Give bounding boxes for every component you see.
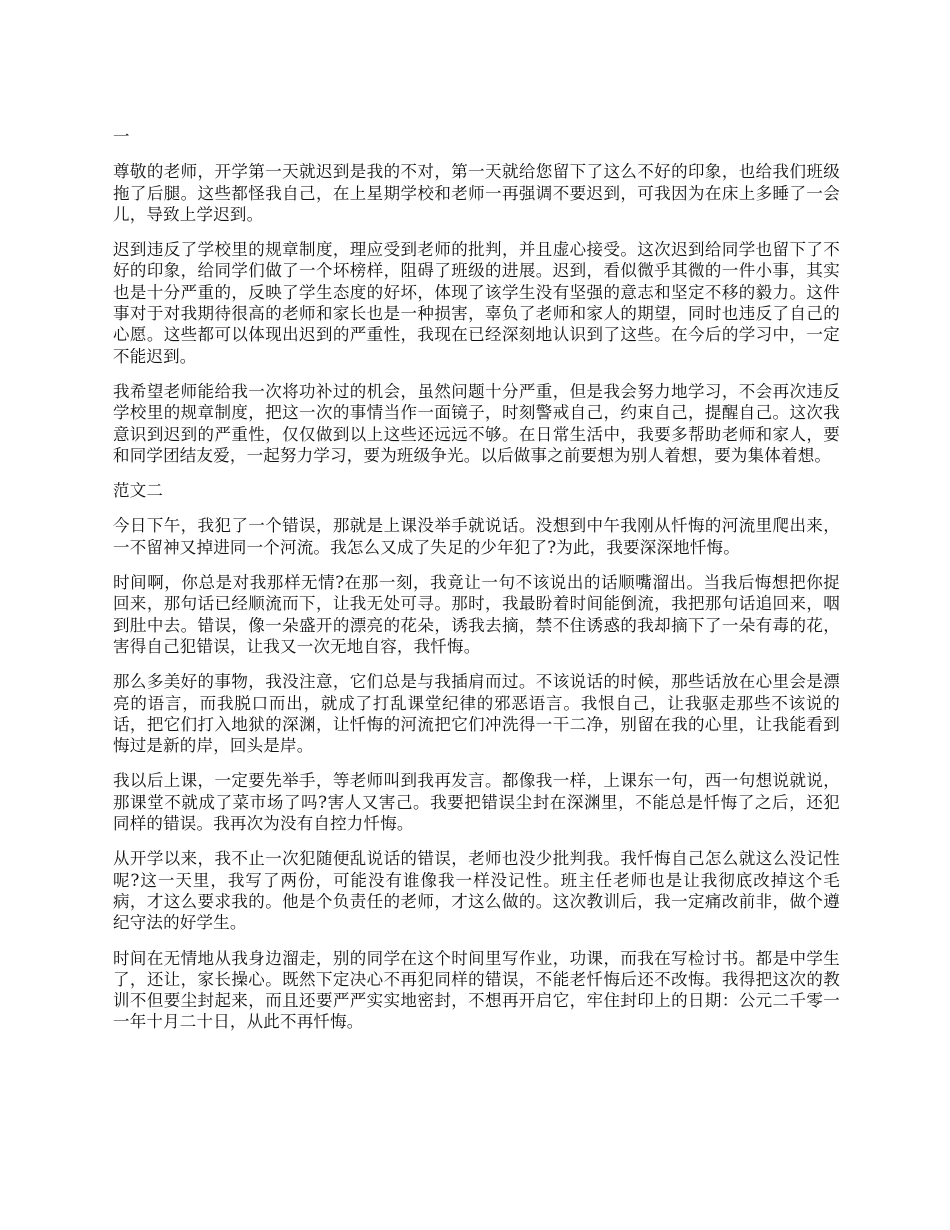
section-heading: 范文二 [113, 481, 164, 501]
paragraph: 从开学以来，我不止一次犯随便乱说话的错误，老师也没少批判我。我忏悔自己怎么就这么没记性呢?这一天里，我写了两份，可能没有谁像我一样没记性。班主任老师也是让我彻底改掉这个毛病，才这么要求我的。他是个负责任的老师，才这么做的。这次教训后，我一定痛改前非，做个遵纪守法的好学生。 [113, 849, 840, 933]
paragraph: 今日下午，我犯了一个错误，那就是上课没举手就说话。没想到中午我刚从忏悔的河流里爬出来，一不留神又掉进同一个河流。我怎么又成了失足的少年犯了?为此，我要深深地忏悔。 [113, 516, 840, 557]
paragraph: 我希望老师能给我一次将功补过的机会，虽然问题十分严重，但是我会努力地学习，不会再次违反学校里的规章制度，把这一次的事情当作一面镜子，时刻警戒自己，约束自己，提醒自己。这次我意识到迟到的严重性，仅仅做到以上这些还远远不够。在日常生活中，我要多帮助老师和家人，要和同学团结友爱，一起努力学习，要为班级争光。以后做事之前要想为别人着想，要为集体着想。 [113, 381, 840, 465]
paragraph: 我以后上课，一定要先举手，等老师叫到我再发言。都像我一样，上课东一句，西一句想说就说，那课堂不就成了菜市场了吗?害人又害己。我要把错误尘封在深渊里，不能总是忏悔了之后，还犯同样的错误。我再次为没有自控力忏悔。 [113, 771, 840, 834]
paragraph: 那么多美好的事物，我没注意，它们总是与我插肩而过。不该说话的时候，那些话放在心里会是漂亮的语言，而我脱口而出，就成了打乱课堂纪律的邪恶语言。我恨自己，让我驱走那些不该说的话，把它们打入地狱的深渊，让忏悔的河流把它们冲洗得一干二净，别留在我的心里，让我能看到悔过是新的岸，回头是岸。 [113, 672, 840, 756]
paragraph: 时间在无情地从我身边溜走，别的同学在这个时间里写作业，功课，而我在写检讨书。都是中学生了，还让，家长操心。既然下定决心不再犯同样的错误，不能老忏悔后还不改悔。我得把这次的教训不但要尘封起来，而且还要严严实实地密封，不想再开启它，牢住封印上的日期：公元二千零一一年十月二十日，从此不再忏悔。 [113, 948, 840, 1032]
paragraph: 时间啊，你总是对我那样无情?在那一刻，我竟让一句不该说出的话顺嘴溜出。当我后悔想把你捉回来，那句话已经顺流而下，让我无处可寻。那时，我最盼着时间能倒流，我把那句话追回来，咽到肚中去。错误，像一朵盛开的漂亮的花朵，诱我去摘，禁不住诱惑的我却摘下了一朵有毒的花，害得自己犯错误，让我又一次无地自容，我忏悔。 [113, 573, 840, 656]
paragraph: 尊敬的老师，开学第一天就迟到是我的不对，第一天就给您留下了这么不好的印象，也给我们班级拖了后腿。这些都怪我自己，在上星期学校和老师一再强调不要迟到，可我因为在床上多睡了一会儿，导致上学迟到。 [113, 162, 840, 224]
document-body [113, 126, 840, 1047]
paragraph: 迟到违反了学校里的规章制度，理应受到老师的批判，并且虚心接受。这次迟到给同学也留下了不好的印象，给同学们做了一个坏榜样，阻碍了班级的进展。迟到，看似微乎其微的一件小事，其实也是十分严重的，反映了学生态度的好坏，体现了该学生没有坚强的意志和坚定不移的毅力。这件事对于对我期待很高的老师和家长也是一种损害，辜负了老师和家人的期望，同时也违反了自己的心愿。这些都可以体现出迟到的严重性，我现在已经深刻地认识到了这些。在今后的学习中，一定不能迟到。 [113, 240, 840, 366]
section-heading: 一 [113, 127, 130, 146]
